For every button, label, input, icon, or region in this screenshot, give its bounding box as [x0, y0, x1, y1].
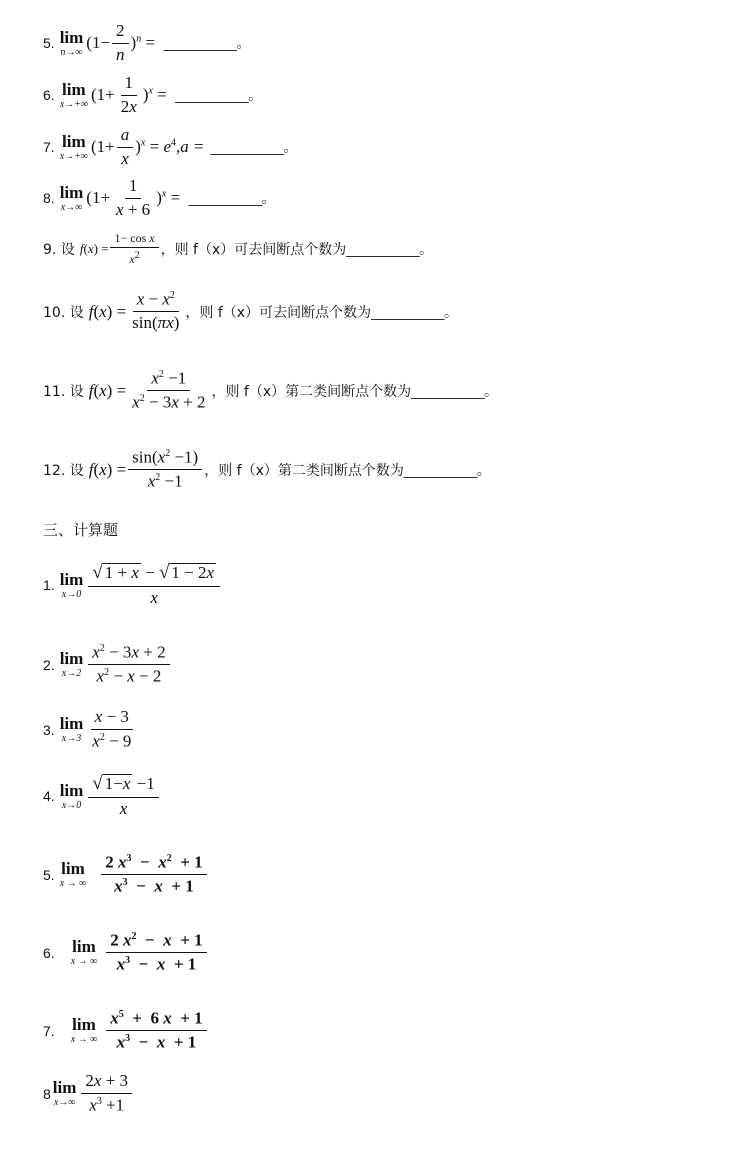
- end-mark: 。: [484, 383, 498, 400]
- fraction: $\frac{x - 3}{x^2 - 9}$: [92, 707, 132, 751]
- answer-blank: __________: [210, 139, 284, 156]
- expression: )$^x$ =: [142, 85, 176, 105]
- function-def: f(x) =: [88, 380, 127, 400]
- answer-blank: __________: [175, 87, 249, 104]
- section-heading: 三、计算题: [43, 521, 119, 539]
- expression: (1+: [86, 188, 111, 208]
- calc-item-2: [43, 643, 172, 687]
- fill-item-11: [43, 369, 498, 413]
- fraction: $\frac{1}{2x}$: [120, 73, 137, 116]
- fraction: $\frac{1}{x + 6}$: [116, 176, 151, 219]
- calc-item-7: [43, 1009, 209, 1053]
- item-number: 3.: [43, 721, 55, 738]
- limit-operator: lim n→∞: [59, 27, 84, 58]
- end-mark: 。: [236, 36, 251, 53]
- parameter-label: ,a =: [176, 137, 205, 157]
- fraction: $\frac{2}{n}$: [112, 22, 129, 64]
- fraction: $\frac{x^2 -1}{x^2 - 3x + 2}$: [132, 368, 206, 412]
- function-def: f(x) =: [88, 459, 127, 479]
- fill-item-12: [43, 448, 491, 492]
- item-number: 8.: [43, 190, 55, 207]
- fill-item-9: [43, 232, 433, 266]
- fill-item-5: [43, 22, 250, 64]
- limit-operator: lim x→3: [59, 714, 84, 745]
- expression: )$^x = e^4$: [135, 137, 177, 157]
- item-number: 7.: [43, 139, 55, 156]
- answer-blank: __________: [371, 303, 444, 320]
- item-number: 7.: [43, 1022, 55, 1039]
- end-mark: 。: [248, 88, 263, 105]
- fraction: $\frac{x - x^2}{\sin(\pi x)}$: [132, 289, 180, 333]
- fraction: √ 1 + x − √ 1 − 2x x: [88, 563, 220, 608]
- expression: (1+: [91, 85, 115, 105]
- item-number: 6.: [43, 87, 55, 104]
- fill-item-8: [43, 177, 276, 219]
- fraction: $\frac{x^5 + 6 x + 1}{x^3 - x + 1}$: [106, 1009, 206, 1053]
- fill-item-10: [43, 290, 458, 333]
- end-mark: 。: [476, 462, 491, 479]
- function-def: f(x) =: [79, 241, 109, 257]
- limit-operator: lim x→∞: [52, 1078, 77, 1109]
- limit-operator: lim x→0: [59, 569, 84, 600]
- function-def: f(x) =: [88, 301, 127, 321]
- item-number: 10. 设: [43, 304, 84, 321]
- limit-operator: lim x→∞: [59, 182, 84, 213]
- item-number: 5.: [43, 866, 55, 883]
- item-number: 8: [43, 1085, 51, 1102]
- fraction: $\frac{a}{x}$: [117, 126, 134, 168]
- end-mark: 。: [283, 140, 298, 157]
- answer-blank: __________: [188, 190, 262, 207]
- item-number: 5.: [43, 35, 55, 52]
- limit-operator: lim x→+∞: [59, 79, 89, 110]
- end-mark: 。: [261, 191, 276, 208]
- question-text: ，则 f（x）可去间断点个数为: [185, 304, 372, 321]
- limit-operator: lim x→2: [59, 649, 84, 680]
- item-number: 4.: [43, 788, 55, 805]
- answer-blank: __________: [411, 382, 484, 399]
- fill-item-7: [43, 126, 297, 168]
- expression: )$^n$ =: [130, 33, 164, 53]
- limit-operator: lim x→+∞: [59, 131, 89, 162]
- expression: (1+: [91, 137, 115, 157]
- limit-operator: lim x → ∞: [70, 1015, 98, 1046]
- calc-item-4: [43, 774, 161, 819]
- item-number: 2.: [43, 656, 55, 673]
- fraction: √ 1−x −1 x: [88, 774, 158, 819]
- question-text: ，则 f（x）可去间断点个数为: [160, 242, 347, 259]
- fill-item-6: [43, 74, 262, 116]
- end-mark: 。: [443, 304, 458, 321]
- limit-operator: lim x→0: [59, 780, 84, 811]
- item-number: 1.: [43, 577, 55, 594]
- item-number: 12. 设: [43, 462, 84, 479]
- expression: (1−: [86, 33, 111, 53]
- expression: )$^x$ =: [156, 188, 189, 208]
- end-mark: 。: [419, 242, 434, 259]
- calc-item-8: [43, 1072, 134, 1115]
- fraction: $\frac{x^2 - 3x + 2}{x^2 - x - 2}$: [88, 643, 169, 687]
- fraction: $\frac{2x + 3}{x^3 +1}$: [81, 1072, 132, 1115]
- fraction: $\frac{2 x^2 - x + 1}{x^3 - x + 1}$: [106, 931, 206, 975]
- answer-blank: __________: [403, 461, 477, 478]
- question-text: ，则 f（x）第二类间断点个数为: [204, 462, 404, 479]
- calc-item-5: [43, 853, 209, 897]
- question-text: ，则 f（x）第二类间断点个数为: [211, 383, 412, 400]
- item-number: 11. 设: [43, 383, 84, 400]
- fraction: $\frac{\text{1− cos x}}{x^2}$: [110, 232, 158, 266]
- item-number: 6.: [43, 944, 55, 961]
- answer-blank: __________: [163, 35, 237, 52]
- fraction: $\frac{2 x^3 - x^2 + 1}{x^3 - x + 1}$: [101, 853, 206, 897]
- limit-operator: lim x → ∞: [59, 859, 87, 890]
- calc-item-3: [43, 708, 137, 751]
- limit-operator: lim x → ∞: [70, 937, 98, 968]
- calc-item-6: [43, 931, 209, 975]
- fraction: $\frac{\sin(x^2 -1)}{x^2 -1}$: [128, 448, 202, 492]
- item-number: 9. 设: [43, 242, 75, 259]
- calc-item-1: [43, 563, 222, 608]
- answer-blank: __________: [346, 241, 420, 258]
